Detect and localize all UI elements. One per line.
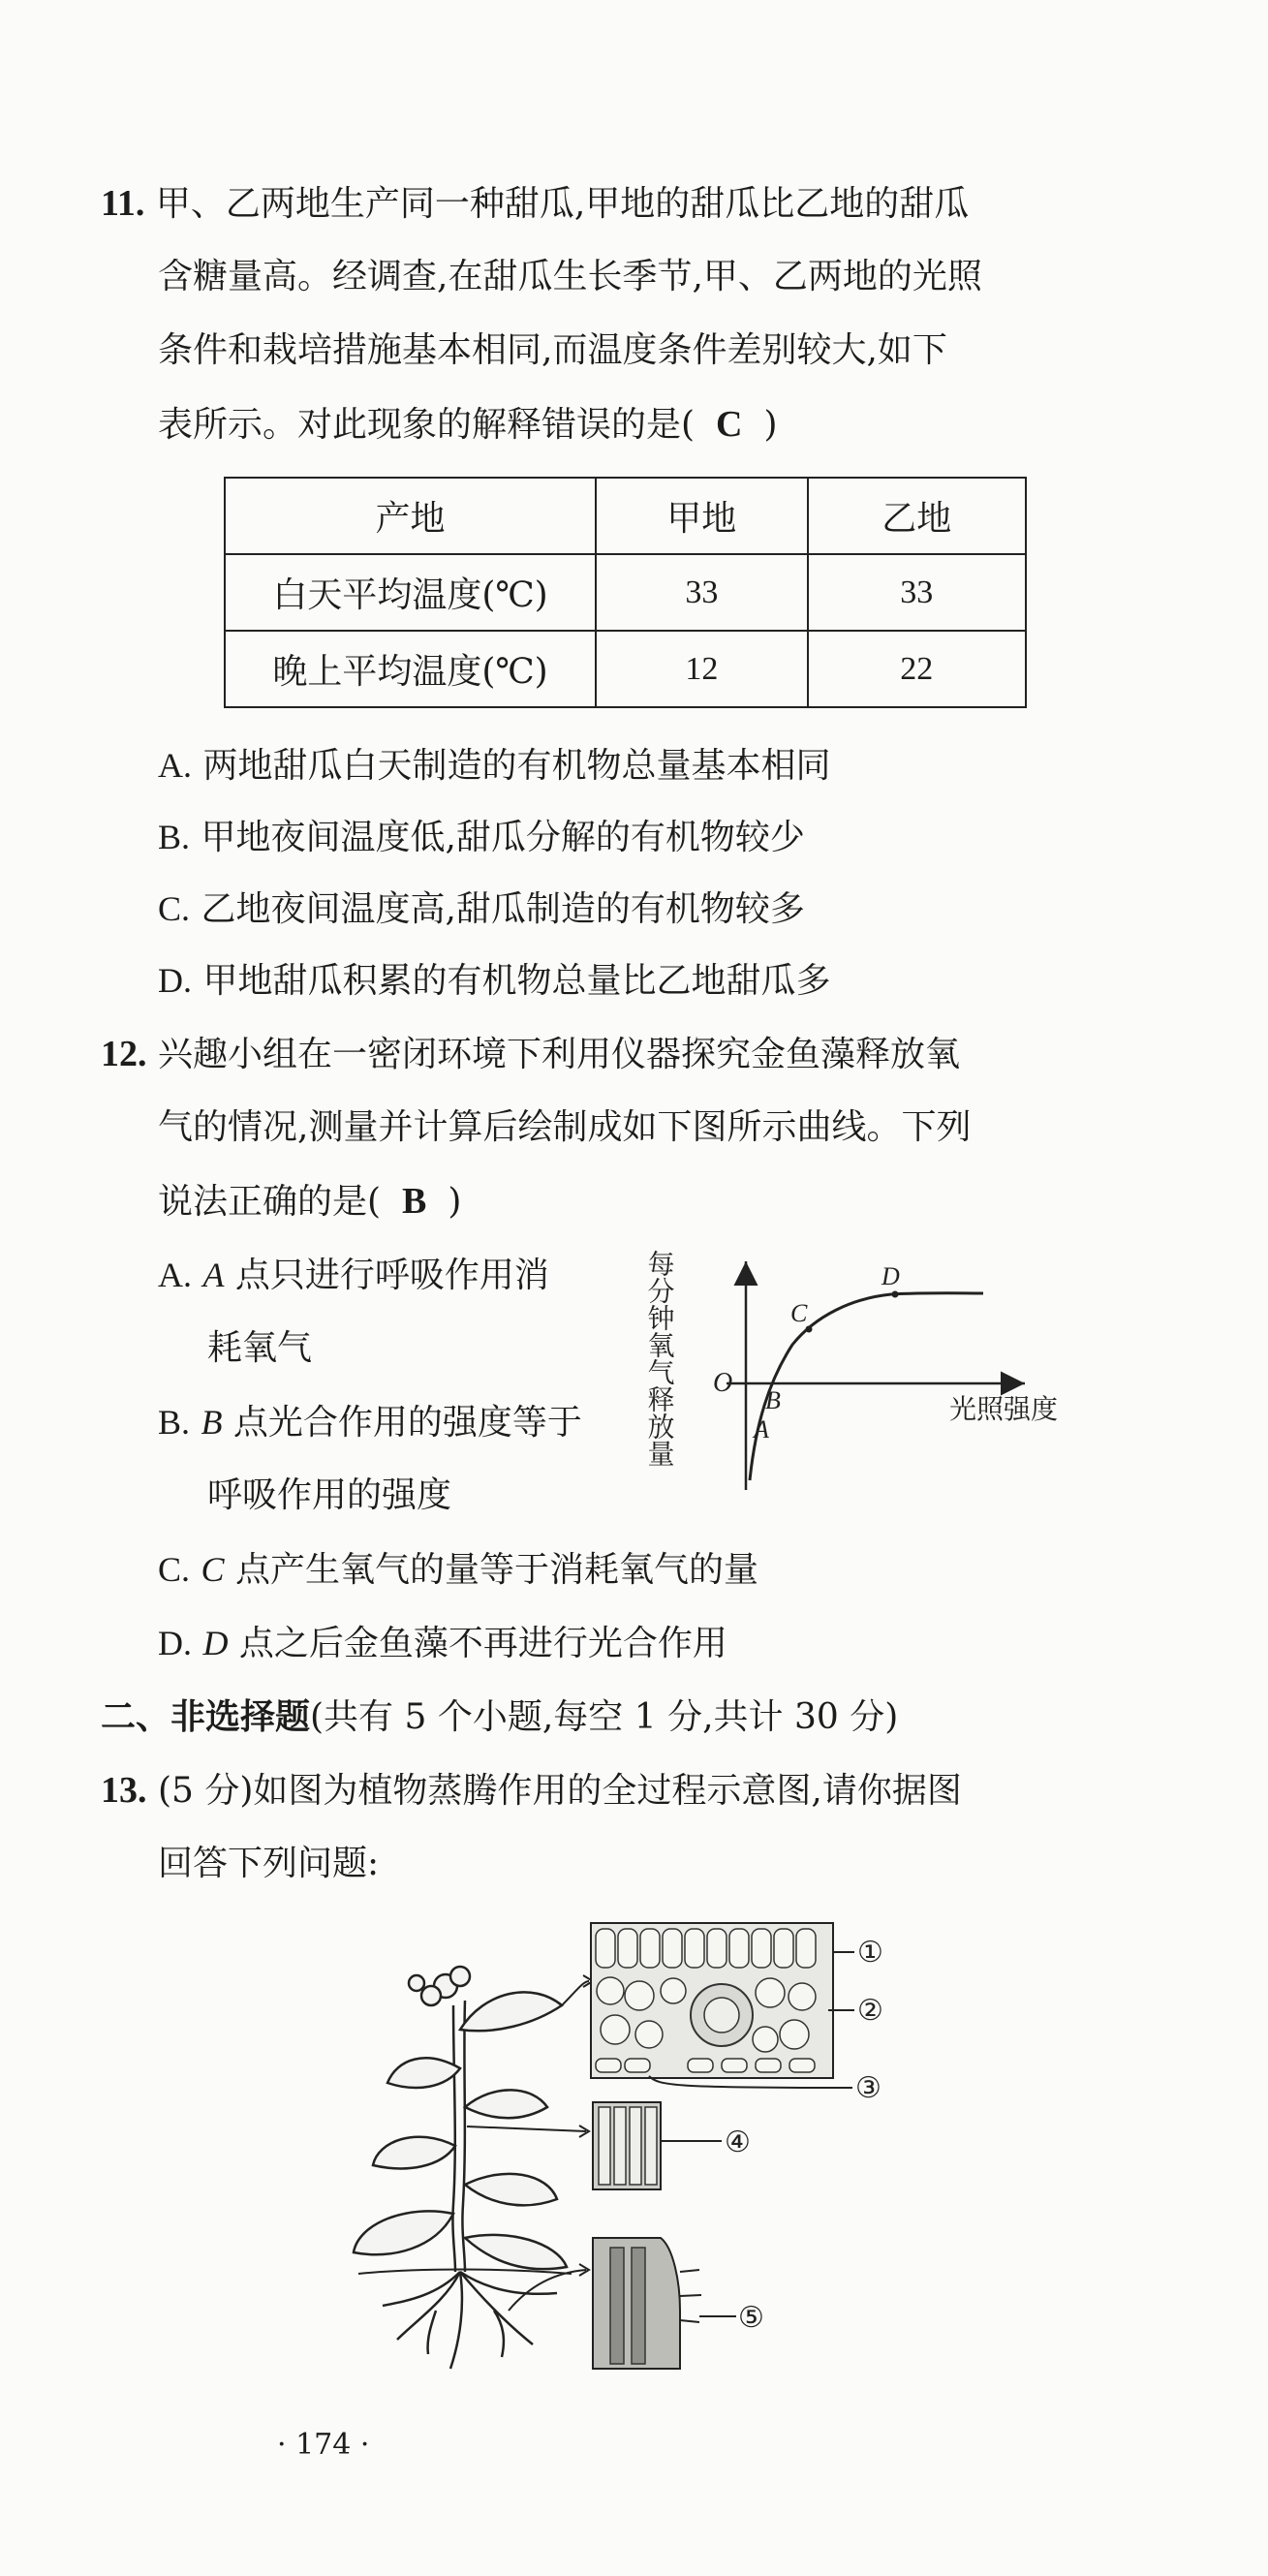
table-header-cell: 甲地 — [596, 478, 807, 554]
table-header-row — [225, 478, 1026, 554]
q11-stem-line-3: 条件和栽培措施基本相同,而温度条件差别较大,如下 — [158, 330, 947, 370]
q12-option-b-line-2: 呼吸作用的强度 — [207, 1475, 452, 1515]
option-letter: A. — [158, 746, 192, 785]
q11-stem-line-1: 甲、乙两地生产同一种甜瓜,甲地的甜瓜比乙地的甜瓜 — [155, 184, 970, 224]
q11-stem-prefix: 表所示。对此现象的解释错误的是( — [158, 405, 696, 445]
table-cell: 晚上平均温度(℃) — [225, 631, 596, 707]
option-text: 甲地夜间温度低,甜瓜分解的有机物较少 — [201, 818, 805, 857]
option-letter: C. — [158, 889, 191, 928]
q13-line-1 — [101, 1767, 962, 1815]
q12-stem-prefix: 说法正确的是( — [158, 1182, 382, 1222]
table-cell: 33 — [808, 554, 1026, 631]
origin-label: O — [713, 1368, 733, 1398]
q11-line-1 — [101, 180, 969, 228]
stem-vessel-section — [593, 2102, 661, 2189]
section-2-heading — [101, 1693, 898, 1741]
q12-number: 12. — [101, 1034, 147, 1074]
point-b-label: B — [765, 1386, 781, 1414]
table-cell: 白天平均温度(℃) — [225, 554, 596, 631]
option-letter: A. — [158, 1256, 192, 1294]
q12-option-d — [158, 1620, 727, 1667]
label-1: ① — [857, 1937, 883, 1969]
point-label: B — [201, 1403, 223, 1442]
point-d-marker — [892, 1291, 899, 1298]
option-text: 乙地夜间温度高,甜瓜制造的有机物较多 — [201, 889, 805, 929]
point-label: A — [202, 1256, 225, 1294]
callout-arrow-stem — [467, 2126, 586, 2131]
option-letter: B. — [158, 818, 191, 856]
option-text: 点只进行呼吸作用消 — [234, 1256, 549, 1295]
label-3: ③ — [855, 2072, 881, 2104]
point-label: C — [201, 1550, 225, 1589]
label-5: ⑤ — [738, 2302, 764, 2334]
callout-arrow-root — [509, 2270, 586, 2311]
root-hair-section — [593, 2238, 701, 2369]
table-cell: 33 — [596, 554, 807, 631]
oxygen-curve — [750, 1293, 983, 1480]
x-axis-label: 光照强度 — [949, 1395, 1059, 1425]
point-label: D — [202, 1624, 229, 1662]
section-2-title: 二、非选择题 — [101, 1696, 311, 1737]
q12-stem-suffix: ) — [448, 1182, 462, 1222]
point-d-label: D — [881, 1262, 900, 1290]
q13-number: 13. — [101, 1770, 147, 1811]
q11-stem-line-4 — [158, 401, 778, 449]
label-4: ④ — [725, 2126, 751, 2158]
label-2: ② — [857, 1995, 883, 2027]
option-letter: D. — [158, 1624, 192, 1662]
page-number: · 174 · — [277, 2428, 370, 2462]
q12-stem-line-1: 兴趣小组在一密闭环境下利用仪器探究金鱼藻释放氧 — [157, 1035, 960, 1074]
option-letter: D. — [158, 961, 192, 1000]
temperature-table — [224, 477, 1027, 708]
transpiration-figure — [339, 1913, 920, 2388]
q11-option-d — [158, 957, 830, 1005]
q11-stem-line-2: 含糖量高。经调查,在甜瓜生长季节,甲、乙两地的光照 — [158, 257, 982, 296]
q12-option-b-line-1 — [158, 1399, 582, 1446]
option-text: 点之后金鱼藻不再进行光合作用 — [238, 1624, 727, 1663]
q12-option-a-line-2: 耗氧气 — [207, 1328, 313, 1368]
option-letter: B. — [158, 1403, 191, 1442]
option-text: 点产生氧气的量等于消耗氧气的量 — [234, 1550, 758, 1590]
q12-stem-line-2: 气的情况,测量并计算后绘制成如下图所示曲线。下列 — [158, 1107, 972, 1147]
q11-option-a — [158, 742, 830, 790]
point-a-label: A — [754, 1415, 769, 1443]
plant-drawing — [354, 1967, 572, 2369]
q12-stem-line-3 — [158, 1178, 461, 1226]
oxygen-release-graph — [643, 1240, 1075, 1492]
table-header-cell: 产地 — [225, 478, 596, 554]
q11-stem-suffix: ) — [763, 405, 778, 445]
q11-answer: C — [716, 404, 743, 445]
q11-number: 11. — [101, 183, 145, 224]
table-cell: 22 — [808, 631, 1026, 707]
leaf-cross-section — [591, 1923, 833, 2078]
q12-line-1 — [101, 1031, 960, 1078]
q12-option-c — [158, 1546, 758, 1594]
option-text: 两地甜瓜白天制造的有机物总量基本相同 — [202, 746, 831, 786]
point-c-label: C — [790, 1299, 808, 1327]
table-row — [225, 631, 1026, 707]
q11-option-c — [158, 885, 805, 933]
table-cell: 12 — [596, 631, 807, 707]
section-2-note: (共有 5 个小题,每空 1 分,共计 30 分) — [310, 1697, 899, 1737]
option-text: 点光合作用的强度等于 — [232, 1403, 582, 1443]
q12-answer: B — [402, 1181, 427, 1222]
q13-stem-line-2: 回答下列问题: — [158, 1844, 380, 1883]
table-row — [225, 554, 1026, 631]
option-text: 甲地甜瓜积累的有机物总量比乙地甜瓜多 — [202, 961, 831, 1001]
option-letter: C. — [158, 1550, 191, 1589]
table-header-cell: 乙地 — [808, 478, 1026, 554]
q12-option-a-line-1 — [158, 1252, 549, 1299]
q11-option-b — [158, 814, 805, 861]
y-axis-label: 每分钟氧气释放量 — [643, 1250, 674, 1467]
callout-arrow-leaf — [562, 1981, 589, 2005]
q13-stem-line-1: (5 分)如图为植物蒸腾作用的全过程示意图,请你据图 — [157, 1771, 962, 1811]
